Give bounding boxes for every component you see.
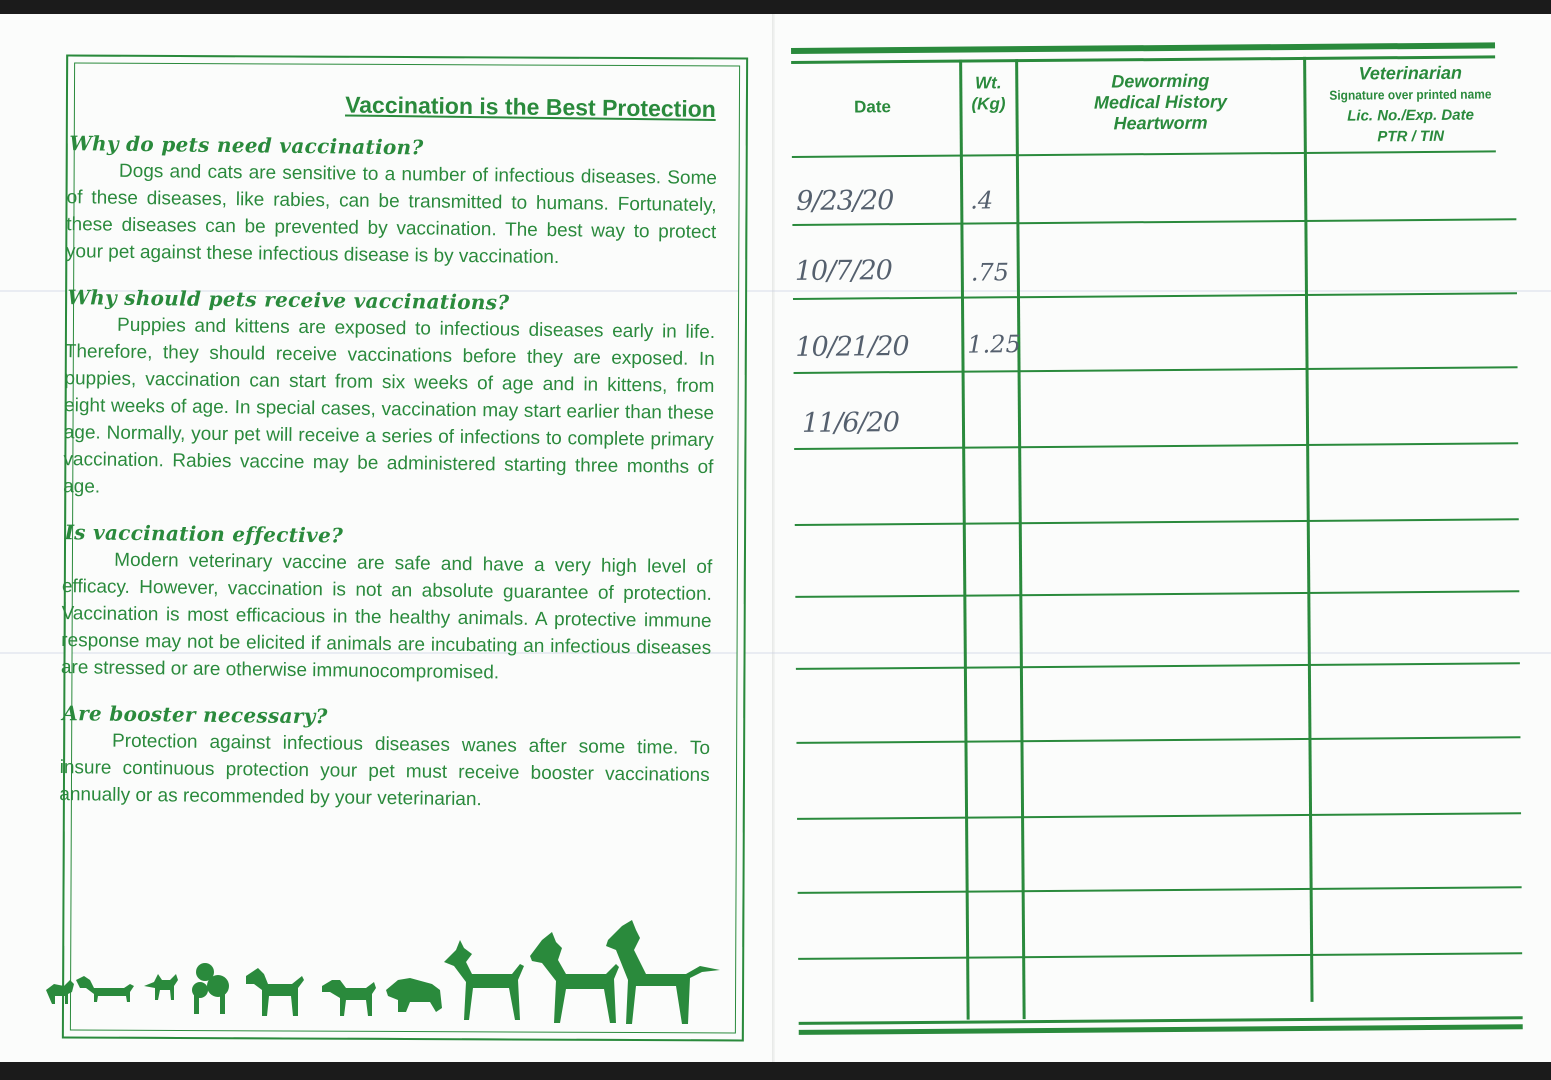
section-question-2: Why should pets receive vaccinations? <box>67 285 510 315</box>
page-fold <box>772 14 775 1062</box>
vaccination-record-table <box>785 40 1533 1036</box>
row-rule <box>794 366 1518 374</box>
header-veterinarian: Veterinarian Signature over printed name Lic. No./Exp. Date PTR / TIN <box>1329 62 1492 146</box>
table-top-rule <box>791 42 1495 54</box>
row-rule <box>798 952 1522 960</box>
row-rule <box>796 662 1520 670</box>
header-date: Date <box>853 97 891 117</box>
entry-weight-1: .4 <box>970 186 994 215</box>
row-rule <box>796 736 1520 744</box>
dog-silhouettes-illustration <box>40 920 730 1030</box>
column-divider <box>1303 57 1313 1002</box>
header-deworming: Deworming Medical History Heartworm <box>1093 70 1228 134</box>
section-question-4: Are booster necessary? <box>62 701 328 729</box>
header-weight: Wt. (Kg) <box>971 73 1006 114</box>
entry-weight-3: 1.25 <box>967 330 1021 359</box>
section-question-3: Is vaccination effective? <box>64 520 344 548</box>
section-body-4: Protection against infectious diseases wanes after some time. To insure continuous protection your pet must receive booster vaccinations annually or as recommended by your veterinarian. <box>59 730 711 811</box>
row-rule <box>793 292 1517 300</box>
left-page-content <box>51 88 718 816</box>
entry-date-2: 10/7/20 <box>794 255 892 287</box>
table-bottom-rule <box>799 1016 1523 1025</box>
row-rule <box>792 218 1516 226</box>
entry-date-3: 10/21/20 <box>795 331 909 363</box>
row-rule <box>798 886 1522 894</box>
section-body-3: Modern veterinary vaccine are safe and have a very high level of efficacy. However, vaccination is not an absolute guarantee of protection. Vaccination is most efficacious in the healthy animals. A protective immune response may not be elicited if animals are incubating an infectious diseases are stressed or are otherwise immunocompromised. <box>60 549 713 684</box>
column-divider <box>1015 59 1026 1019</box>
row-rule <box>794 442 1518 450</box>
page-title: Vaccination is the Best Protection <box>345 91 716 123</box>
row-rule <box>792 150 1496 158</box>
entry-date-1: 9/23/20 <box>796 185 894 217</box>
section-question-1: Why do pets need vaccination? <box>69 131 424 160</box>
column-divider <box>959 60 970 1020</box>
entry-weight-2: .75 <box>970 258 1010 287</box>
entry-date-4: 11/6/20 <box>801 407 900 439</box>
section-body-1: Dogs and cats are sensitive to a number of infectious diseases. Some of these diseases, like rabies, can be transmitted to humans. Fortunately, these diseases can be prevented by vaccination. The best way to protect your pet against these infectious disease is by vaccination. <box>65 160 718 269</box>
section-body-2: Puppies and kittens are exposed to infectious diseases early in life. Therefore, they should receive vaccinations before they are exposed. In puppies, vaccination can start from six weeks of age and in kittens, from eight weeks of age. In special cases, vaccination may start earlier than these age. Normally, your pet will receive a series of infections to complete primary vaccination. Rabies vaccine may be administered starting three months of age. <box>63 314 716 498</box>
row-rule <box>795 590 1519 598</box>
row-rule <box>797 812 1521 820</box>
row-rule <box>795 518 1519 526</box>
